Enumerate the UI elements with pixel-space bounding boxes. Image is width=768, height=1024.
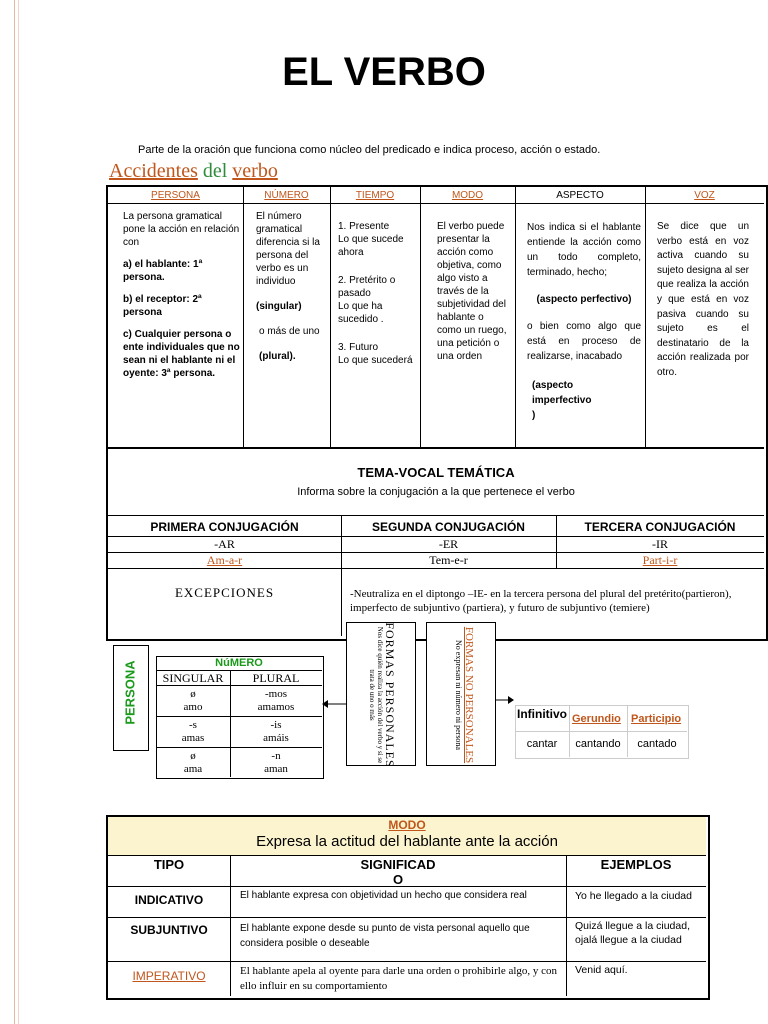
conj-ending-3: -IR: [652, 537, 668, 551]
modo-row-tipo: SUBJUNTIVO: [130, 923, 208, 937]
header-aspecto: ASPECTO: [556, 190, 604, 201]
verbo-word: verbo: [232, 160, 278, 182]
modo-row-ejemplo: Yo he llegado a la ciudad: [575, 890, 692, 902]
modo-header-significado: SIGNIFICAD O: [360, 857, 436, 887]
conj-header-2: SEGUNDA CONJUGACIÓN: [372, 520, 525, 534]
modo-row-ejemplo: Quizá llegue a la ciudad, ojalá llegue a la ciudad: [575, 920, 690, 946]
numero-row-2-pl: -is amáis: [263, 719, 289, 744]
excepciones-label: EXCEPCIONES: [174, 585, 275, 600]
modo-table-title: MODO: [388, 818, 426, 832]
modo-row-significado: El hablante expresa con objetividad un hecho que considera real: [240, 890, 527, 901]
modo-row-tipo: IMPERATIVO: [132, 969, 206, 983]
formas-personales-text: FORMAS PERSONALES Nos dice quién realiza la acción del verbo y si se trata de uno o más: [368, 622, 397, 768]
plural-header: PLURAL: [252, 671, 300, 685]
infinitivo-value: cantar: [526, 738, 558, 750]
conj-ending-1: -AR: [214, 537, 235, 551]
modo-row-significado: El hablante apela al oyente para darle una orden o prohibirle algo, y con ello influir en su comportamiento: [240, 965, 558, 992]
conj-example-1: Am-a-r: [206, 553, 243, 567]
header-voz: VOZ: [694, 190, 715, 201]
singular-header: SINGULAR: [162, 671, 224, 685]
tema-title: TEMA-VOCAL TEMÁTICA: [357, 465, 515, 480]
numero-row-3-pl: -n aman: [264, 750, 288, 775]
modo-table-subtitle: Expresa la actitud del hablante ante la acción: [256, 833, 558, 850]
page-margin-line: [18, 0, 19, 1024]
modo-row-significado: El hablante expone desde su punto de vista personal aquello que considera posible o deseable: [240, 923, 530, 949]
verb-definition: Parte de la oración que funciona como núcleo del predicado e indica proceso, acción o estado.: [138, 144, 601, 156]
persona-cell: La persona gramatical pone la acción en relación con a) el hablante: 1ª persona. b) el receptor: 2ª persona c) Cualquier persona o ente individuales que no sean ni el hablante ni el oyente: 3ª persona.: [123, 211, 240, 379]
tiempo-cell: 1. Presente Lo que sucede ahora 2. Pretérito o pasado Lo que ha sucedido . 3. Futuro Lo que sucederá: [338, 221, 413, 366]
conj-header-1: PRIMERA CONJUGACIÓN: [150, 520, 299, 534]
numero-table-title: NúMERO: [215, 657, 263, 669]
page-margin-line: [14, 0, 15, 1024]
numero-row-1-sg: ø amo: [183, 688, 203, 713]
modo-cell: El verbo puede presentar la acción como objetiva, como algo visto a través de la subjetividad del hablante o como un ruego, una petición o una orden: [437, 221, 507, 362]
numero-row-1-pl: -mos amamos: [257, 688, 295, 713]
header-persona: PERSONA: [151, 190, 200, 201]
modo-row-ejemplo: Venid aquí.: [575, 964, 628, 976]
voz-cell: Se dice que un verbo está en voz activa cuando su sujeto designa al ser que realiza la acción y que está en voz pasiva cuando su sujeto es el destinatario de la acción realizada por otro.: [657, 221, 749, 378]
infinitivo-label: Infinitivo: [517, 707, 567, 721]
gerundio-label: Gerundio: [572, 713, 621, 725]
header-tiempo: TIEMPO: [355, 190, 395, 201]
conj-example-3: Part-i-r: [642, 553, 678, 567]
accidentes-heading: [109, 160, 278, 183]
numero-row-2-sg: -s amas: [181, 719, 205, 744]
header-numero: NÚMERO: [264, 190, 309, 201]
conj-ending-2: -ER: [438, 537, 459, 551]
numero-cell: El número gramatical diferencia si la persona del verbo es un individuo (singular) o más de uno (plural).: [256, 211, 320, 362]
participio-label: Participio: [631, 713, 682, 725]
modo-header-tipo: TIPO: [153, 857, 185, 872]
modo-row-tipo: INDICATIVO: [134, 893, 204, 907]
numero-row-3-sg: ø ama: [183, 750, 203, 775]
accidentes-word: Accidentes: [109, 160, 198, 182]
modo-header-ejemplos: EJEMPLOS: [600, 857, 672, 872]
del-word: del: [202, 160, 228, 182]
formas-no-personales-text: FORMAS NO PERSONALES No expresan ni número ni persona: [454, 626, 475, 764]
conj-example-2: Tem-e-r: [429, 553, 468, 567]
aspecto-cell: Nos indica si el hablante entiende la acción como un todo completo, terminado, hecho; (aspecto perfectivo) o bien como algo que está en proceso de realizarse, inacabado (aspecto imperfectivo ): [527, 222, 641, 421]
persona-vertical-label: PERSONA: [122, 660, 138, 725]
header-modo: MODO: [451, 190, 484, 201]
conj-header-3: TERCERA CONJUGACIÓN: [584, 520, 736, 534]
participio-value: cantado: [637, 738, 677, 750]
excepciones-text: -Neutraliza en el diptongo –IE- en la tercera persona del plural del pretérito(partieron), imperfecto de subjuntivo (partiera), y futuro de subjuntivo (temiere): [350, 588, 732, 614]
gerundio-value: cantando: [575, 738, 621, 750]
page-title: EL VERBO: [282, 50, 486, 94]
tema-subtitle: Informa sobre la conjugación a la que pertenece el verbo: [297, 486, 575, 498]
